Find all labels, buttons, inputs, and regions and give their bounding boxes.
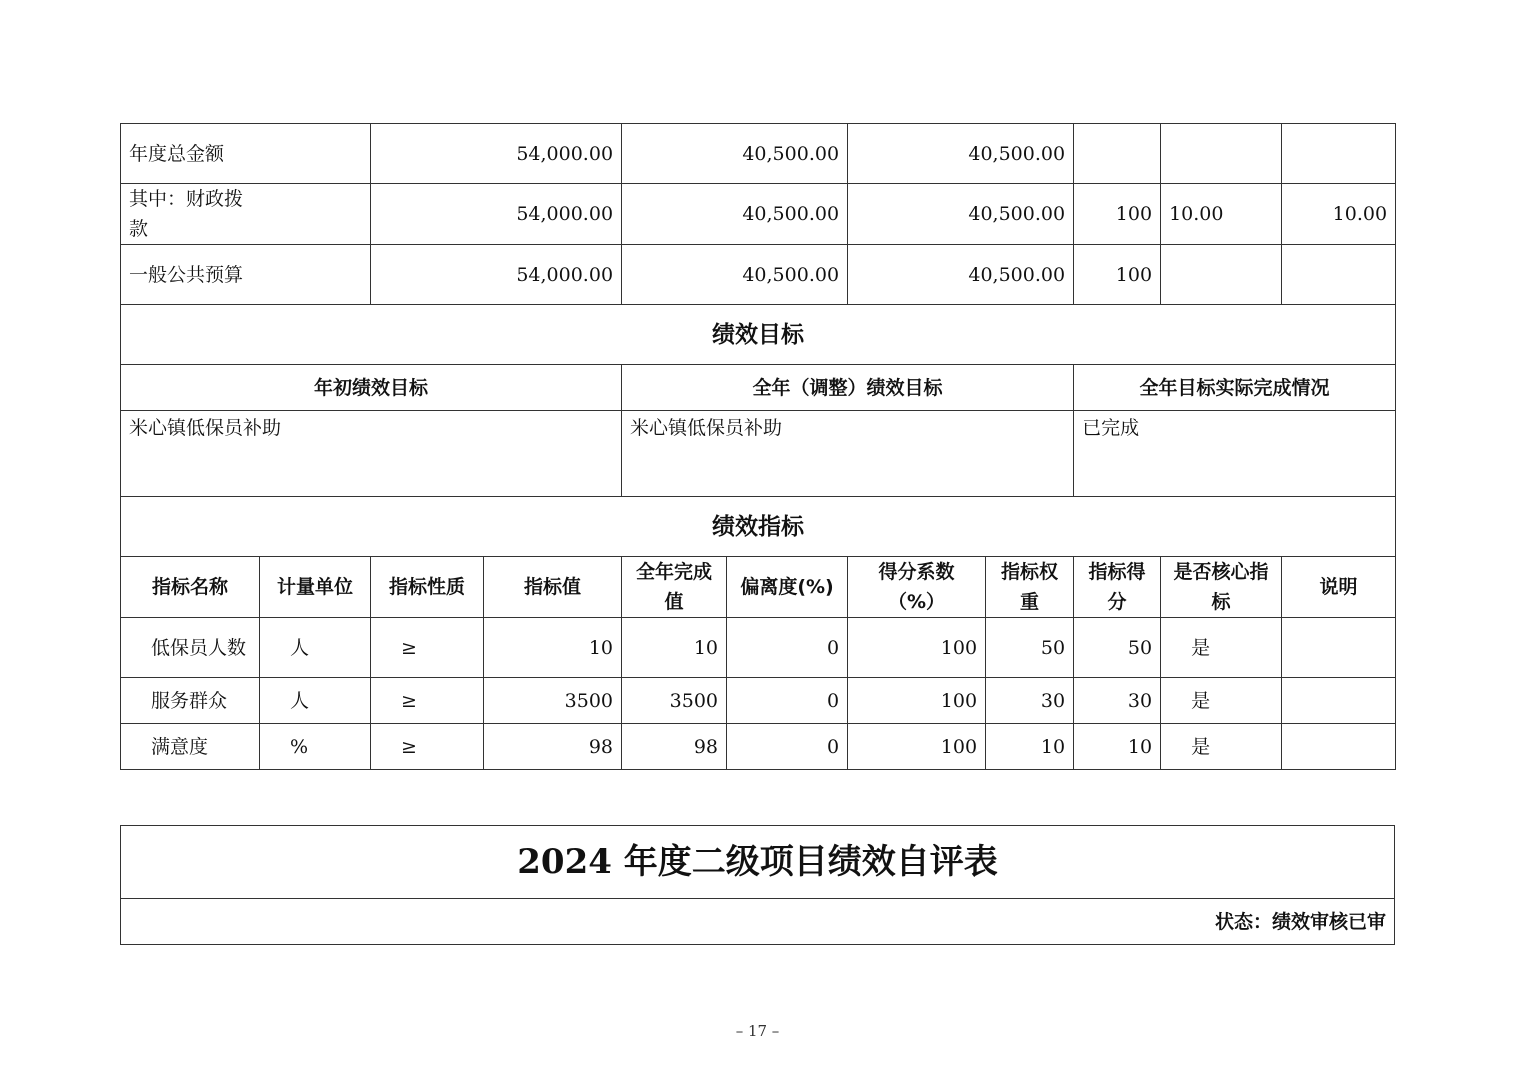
second-table-block xyxy=(120,825,1395,945)
funds-label: 其中：财政拨款 xyxy=(121,184,371,245)
funds-weight: 10.00 xyxy=(1161,184,1282,245)
indicator-header-nature: 指标性质 xyxy=(371,557,484,618)
indicator-deviation: 0 xyxy=(727,618,848,678)
funds-label: 一般公共预算 xyxy=(121,245,371,305)
page-number: – 17 – xyxy=(735,1022,780,1040)
indicator-core: 是 xyxy=(1161,678,1282,724)
indicator-row xyxy=(121,618,1396,678)
indicator-score: 10 xyxy=(1074,724,1161,770)
indicator-note xyxy=(1282,724,1396,770)
indicator-coef: 100 xyxy=(848,618,986,678)
second-table-title: 2024 年度二级项目绩效自评表 xyxy=(121,826,1395,899)
goals-header-actual: 全年目标实际完成情况 xyxy=(1074,365,1396,411)
funds-row-fiscal xyxy=(121,184,1396,245)
indicator-unit: % xyxy=(260,724,371,770)
indicator-row xyxy=(121,724,1396,770)
indicator-weight: 10 xyxy=(986,724,1074,770)
goals-header-adjusted: 全年（调整）绩效目标 xyxy=(622,365,1074,411)
goals-value-adjusted: 米心镇低保员补助 xyxy=(622,411,1074,497)
funds-budget: 54,000.00 xyxy=(371,184,622,245)
funds-adjusted: 40,500.00 xyxy=(622,124,848,184)
indicator-header-value: 指标值 xyxy=(484,557,622,618)
indicator-done: 98 xyxy=(622,724,727,770)
status-label: 状态：绩效审核已审 xyxy=(121,899,1395,945)
funds-budget: 54,000.00 xyxy=(371,245,622,305)
indicator-deviation: 0 xyxy=(727,724,848,770)
indicator-core: 是 xyxy=(1161,618,1282,678)
indicator-name: 低保员人数 xyxy=(121,618,260,678)
indicator-nature: ≥ xyxy=(371,618,484,678)
funds-weight xyxy=(1161,124,1282,184)
goals-value-row xyxy=(121,411,1396,497)
performance-table-main xyxy=(120,123,1395,770)
goals-value-actual: 已完成 xyxy=(1074,411,1396,497)
funds-budget: 54,000.00 xyxy=(371,124,622,184)
indicator-done: 3500 xyxy=(622,678,727,724)
indicator-score: 50 xyxy=(1074,618,1161,678)
indicator-name: 满意度 xyxy=(121,724,260,770)
funds-label: 年度总金额 xyxy=(121,124,371,184)
funds-executed: 40,500.00 xyxy=(848,124,1074,184)
indicator-header-note: 说明 xyxy=(1282,557,1396,618)
indicator-header-coef: 得分系数（%） xyxy=(848,557,986,618)
indicator-score: 30 xyxy=(1074,678,1161,724)
funds-executed: 40,500.00 xyxy=(848,184,1074,245)
funds-adjusted: 40,500.00 xyxy=(622,184,848,245)
funds-rate: 100 xyxy=(1074,245,1161,305)
indicator-value: 98 xyxy=(484,724,622,770)
second-table-title-row xyxy=(121,826,1395,899)
funds-weight xyxy=(1161,245,1282,305)
second-table xyxy=(120,825,1395,945)
funds-score xyxy=(1282,245,1396,305)
funds-executed: 40,500.00 xyxy=(848,245,1074,305)
indicator-weight: 30 xyxy=(986,678,1074,724)
funds-adjusted: 40,500.00 xyxy=(622,245,848,305)
goals-header-initial: 年初绩效目标 xyxy=(121,365,622,411)
goals-section-row xyxy=(121,305,1396,365)
indicator-header-score: 指标得分 xyxy=(1074,557,1161,618)
indicator-value: 3500 xyxy=(484,678,622,724)
indicator-done: 10 xyxy=(622,618,727,678)
indicator-header-name: 指标名称 xyxy=(121,557,260,618)
indicator-core: 是 xyxy=(1161,724,1282,770)
indicator-row xyxy=(121,678,1396,724)
indicator-nature: ≥ xyxy=(371,724,484,770)
indicator-header-weight: 指标权重 xyxy=(986,557,1074,618)
goals-section-title: 绩效目标 xyxy=(121,305,1396,365)
goals-value-initial: 米心镇低保员补助 xyxy=(121,411,622,497)
funds-rate: 100 xyxy=(1074,184,1161,245)
indicator-header-core: 是否核心指标 xyxy=(1161,557,1282,618)
indicators-section-row xyxy=(121,497,1396,557)
indicator-header-unit: 计量单位 xyxy=(260,557,371,618)
funds-row-total xyxy=(121,124,1396,184)
indicator-deviation: 0 xyxy=(727,678,848,724)
performance-table xyxy=(120,123,1396,770)
indicator-name: 服务群众 xyxy=(121,678,260,724)
indicator-coef: 100 xyxy=(848,724,986,770)
indicator-unit: 人 xyxy=(260,618,371,678)
goals-header-row xyxy=(121,365,1396,411)
funds-score: 10.00 xyxy=(1282,184,1396,245)
indicator-nature: ≥ xyxy=(371,678,484,724)
indicator-note xyxy=(1282,678,1396,724)
indicator-value: 10 xyxy=(484,618,622,678)
indicator-coef: 100 xyxy=(848,678,986,724)
indicator-header-done: 全年完成值 xyxy=(622,557,727,618)
second-table-status-row xyxy=(121,899,1395,945)
indicators-section-title: 绩效指标 xyxy=(121,497,1396,557)
indicator-note xyxy=(1282,618,1396,678)
indicator-header-deviation: 偏离度(%) xyxy=(727,557,848,618)
funds-score xyxy=(1282,124,1396,184)
funds-rate xyxy=(1074,124,1161,184)
funds-row-general xyxy=(121,245,1396,305)
indicator-weight: 50 xyxy=(986,618,1074,678)
indicator-unit: 人 xyxy=(260,678,371,724)
indicators-header-row xyxy=(121,557,1396,618)
